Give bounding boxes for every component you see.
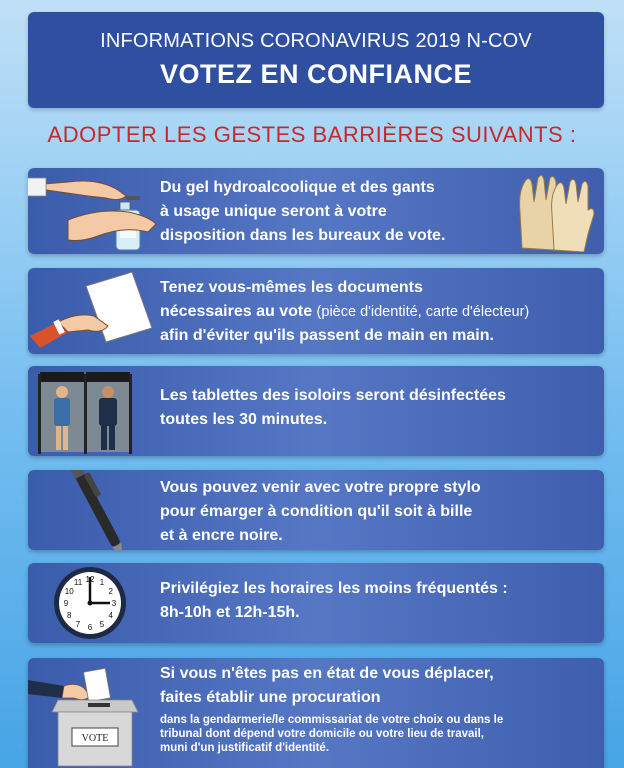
clock-numeral: 7 bbox=[75, 619, 81, 629]
info-card-documents bbox=[28, 268, 604, 354]
text-bold: nécessaires au vote bbox=[160, 303, 317, 320]
ballot-box-icon bbox=[28, 658, 158, 768]
voting-booth-icon bbox=[28, 366, 158, 456]
text-line: Si vous n'êtes pas en état de vous déplacer, bbox=[160, 665, 494, 682]
clock-numeral: 10 bbox=[64, 587, 74, 596]
info-card-text bbox=[160, 476, 481, 548]
info-card-text bbox=[160, 662, 503, 755]
pen-icon bbox=[28, 470, 158, 550]
clock-numeral: 8 bbox=[66, 611, 72, 620]
text-line: Du gel hydroalcoolique et des gants bbox=[160, 179, 435, 196]
text-line: toutes les 30 minutes. bbox=[160, 411, 328, 428]
clock-icon bbox=[28, 563, 158, 643]
header-banner bbox=[28, 12, 604, 108]
clock-numeral: 11 bbox=[73, 578, 83, 588]
clock-numeral: 1 bbox=[99, 578, 105, 588]
header-main-title: VOTEZ EN CONFIANCE bbox=[159, 59, 472, 89]
info-card-text bbox=[160, 384, 506, 432]
text-line: Tenez vous-mêmes les documents bbox=[160, 279, 423, 296]
hand-sanitizer-icon bbox=[28, 168, 158, 254]
clock-numeral: 2 bbox=[108, 587, 114, 596]
clock-numeral: 9 bbox=[63, 599, 69, 608]
text-line: Vous pouvez venir avec votre propre stylo bbox=[160, 479, 481, 496]
info-card-text bbox=[160, 276, 529, 348]
text-line: Les tablettes des isoloirs seront désinfectées bbox=[160, 387, 506, 404]
text-light: (pièce d'identité, carte d'électeur) bbox=[316, 304, 530, 320]
text-line: 8h-10h et 12h-15h. bbox=[160, 604, 300, 621]
info-card-sanitizer bbox=[28, 168, 604, 254]
info-card-booths bbox=[28, 366, 604, 456]
clock-numeral: 12 bbox=[85, 575, 95, 584]
info-card-hours bbox=[28, 563, 604, 643]
text-line: pour émarger à condition qu'il soit à bille bbox=[160, 503, 473, 520]
info-card-text bbox=[160, 577, 508, 625]
small-text-line: dans la gendarmerie/le commissariat de votre choix ou dans le bbox=[160, 714, 504, 726]
clock-numeral: 4 bbox=[108, 611, 114, 620]
text-line: afin d'éviter qu'ils passent de main en main. bbox=[160, 327, 494, 344]
info-card-text bbox=[160, 176, 445, 248]
small-text-line: muni d'un justificatif d'identité. bbox=[160, 742, 330, 754]
section-subtitle: ADOPTER LES GESTES BARRIÈRES SUIVANTS : bbox=[47, 122, 577, 147]
gloves-icon bbox=[516, 172, 596, 252]
text-line: faites établir une procuration bbox=[160, 689, 381, 706]
header-top-title: INFORMATIONS CORONAVIRUS 2019 N-COV bbox=[100, 30, 532, 52]
text-line: disposition dans les bureaux de vote. bbox=[160, 227, 446, 244]
info-card-proxy bbox=[28, 658, 604, 768]
ballot-box-label: VOTE bbox=[81, 733, 109, 744]
text-line: Privilégiez les horaires les moins fréquentés : bbox=[160, 580, 508, 597]
clock-numeral: 3 bbox=[111, 599, 117, 608]
text-line bbox=[160, 300, 529, 324]
clock-numeral: 6 bbox=[87, 623, 93, 632]
hand-document-icon bbox=[28, 268, 158, 354]
text-line: et à encre noire. bbox=[160, 527, 283, 544]
text-line: à usage unique seront à votre bbox=[160, 203, 387, 220]
small-text-line: tribunal dont dépend votre domicile ou votre lieu de travail, bbox=[160, 728, 484, 740]
clock-numeral: 5 bbox=[99, 619, 105, 629]
info-card-pen bbox=[28, 470, 604, 550]
